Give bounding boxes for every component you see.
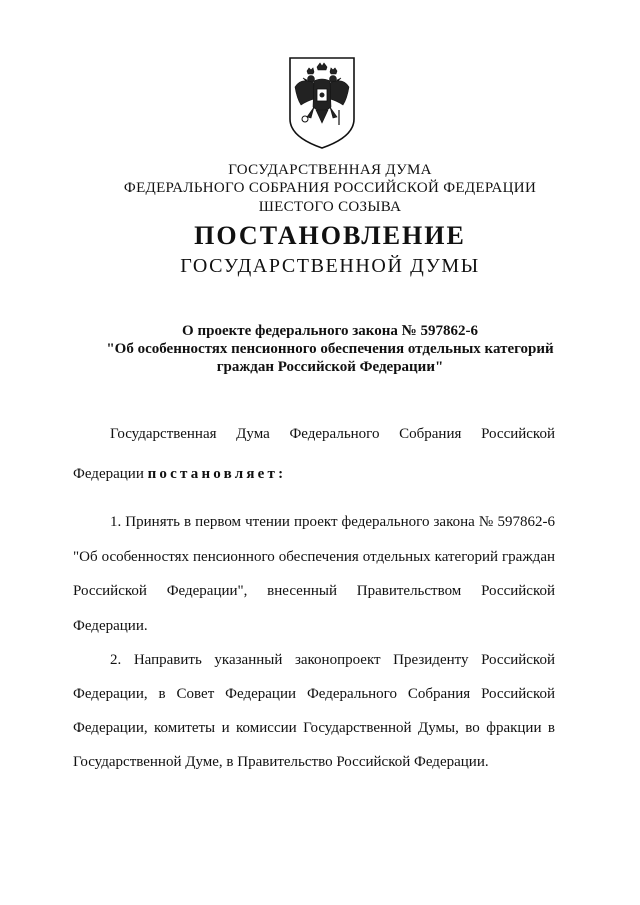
subject-line-2: "Об особенностях пенсионного обеспечения отдельных категорий xyxy=(106,341,554,357)
subject-line-3: граждан Российской Федерации" xyxy=(216,359,444,375)
document-title: ПОСТАНОВЛЕНИЕ xyxy=(194,221,466,250)
item-2-line-4: Государственной Думе, в Правительство Российской Федерации. xyxy=(73,754,489,770)
item-1-line-2: "Об особенностях пенсионного обеспечения отдельных категорий граждан xyxy=(73,549,555,565)
preamble-prefix: Федерации xyxy=(73,466,148,482)
header-line-1: ГОСУДАРСТВЕННАЯ ДУМА xyxy=(228,162,432,178)
item-2-line-3: Федерации, комитеты и комиссии Государственной Думы, во фракции в xyxy=(73,720,555,736)
header-line-3: ШЕСТОГО СОЗЫВА xyxy=(258,199,402,215)
item-1-line-4: Федерации. xyxy=(73,618,148,634)
item-1-line-3: Российской Федерации", внесенный Правительством Российской xyxy=(73,583,555,599)
item-1-line-1: 1. Принять в первом чтении проект федерального закона № 597862-6 xyxy=(110,514,555,530)
header-line-2: ФЕДЕРАЛЬНОГО СОБРАНИЯ РОССИЙСКОЙ ФЕДЕРАЦИИ xyxy=(123,180,537,196)
item-2-line-2: Федерации, в Совет Федерации Федерального Собрания Российской xyxy=(73,686,555,702)
preamble-line-2 xyxy=(73,466,555,483)
preamble-line-1: Государственная Дума Федерального Собрания Российской xyxy=(110,426,555,442)
item-2-line-1: 2. Направить указанный законопроект Президенту Российской xyxy=(110,652,555,668)
document-subtitle: ГОСУДАРСТВЕННОЙ ДУМЫ xyxy=(180,255,480,277)
subject-line-1: О проекте федерального закона № 597862-6 xyxy=(182,323,478,339)
coat-of-arms-icon xyxy=(287,55,357,151)
preamble-decree-word: постановляет: xyxy=(147,466,287,482)
